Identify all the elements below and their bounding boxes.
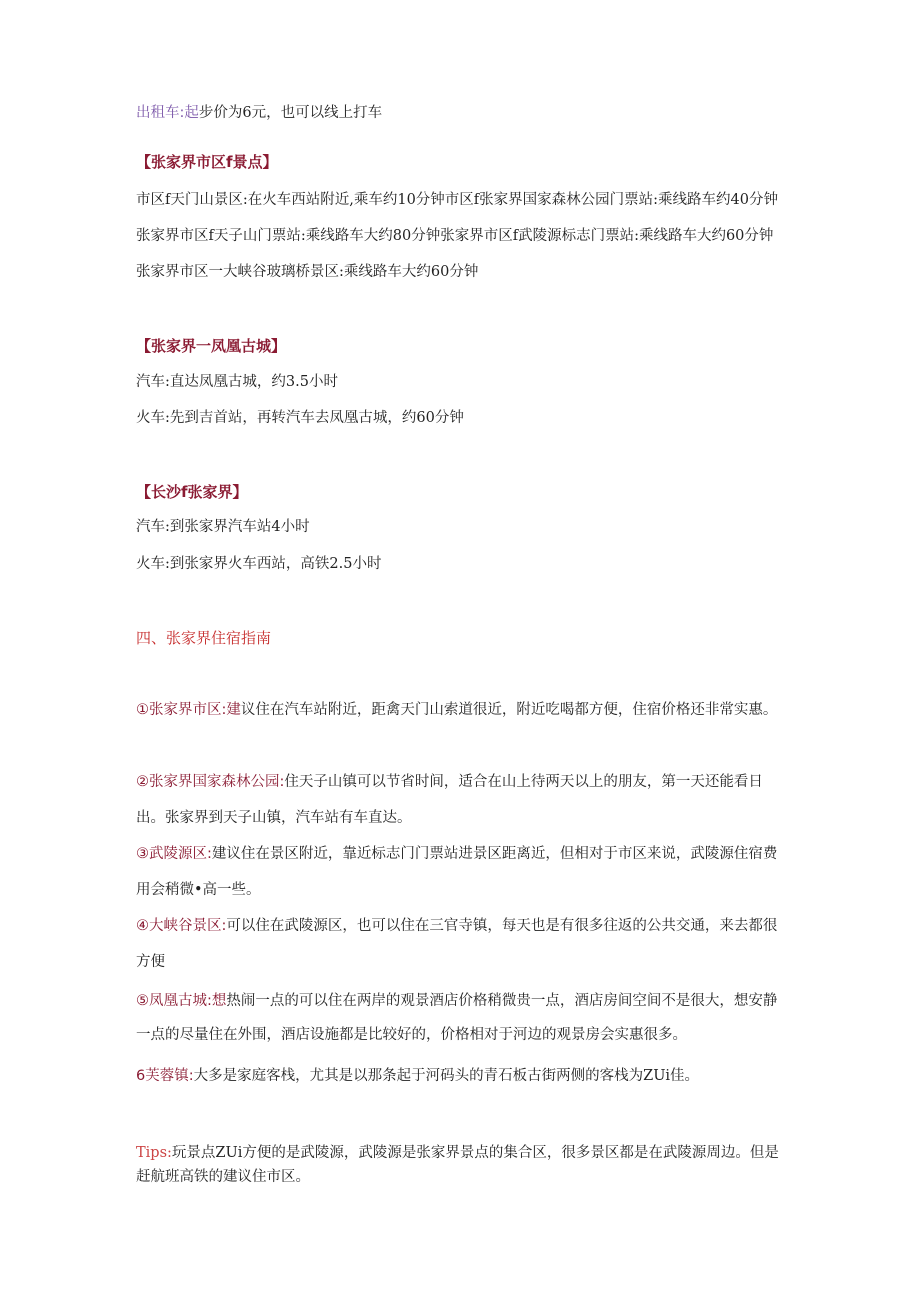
- accommodation-item-4: [136, 908, 786, 980]
- item-3-text: 建议住在景区附近，靠近标志门门票站进景区距离近，但相对于市区来说，武陵源住宿费用会稍微•高一些。: [136, 846, 778, 898]
- item-4-text: 可以住在武陵源区，也可以住在三官寺镇，每天也是有很多往返的公共交通，来去都很方便: [136, 918, 778, 970]
- accommodation-heading: 四、张家界住宿指南: [136, 629, 272, 647]
- item-2-text: 住天子山镇可以节省时间，适合在山上待两天以上的朋友，第一天还能看日出。张家界到天子山镇，汽车站有车直达。: [136, 774, 763, 826]
- accommodation-item-6: [136, 1058, 786, 1094]
- tips-paragraph: [136, 1141, 791, 1189]
- item-1-text: 议住在汽车站附近，距禽天门山索道很近，附近吃喝都方便，住宿价格还非常实惠。: [240, 702, 778, 718]
- item-3-label: ③武陵源区:: [136, 846, 212, 862]
- accommodation-item-2: [136, 764, 786, 836]
- item-2-label: ②张家界国家森林公园:: [136, 774, 285, 790]
- taxi-line: [136, 103, 382, 123]
- accommodation-item-5: [136, 984, 786, 1052]
- changsha-heading: 【长沙f张家界】: [136, 483, 248, 501]
- item-1-label: ①张家界市区:建: [136, 702, 241, 718]
- tips-text: 玩景点ZUi方便的是武陵源，武陵源是张家界景点的集合区，很多景区都是在武陵源周边。但是赶航班高铁的建议住市区。: [136, 1145, 779, 1185]
- changsha-bus: 汽车:到张家界汽车站4小时: [136, 519, 310, 535]
- taxi-label: 出租车:起: [136, 105, 199, 121]
- fenghuang-heading: 【张家界一凤凰古城】: [136, 337, 287, 355]
- accommodation-item-1: [136, 692, 786, 728]
- item-4-label: ④大峡谷景区:: [136, 918, 227, 934]
- city-heading: 【张家界市区f景点】: [136, 153, 278, 171]
- item-5-label: ⑤凤凰古城:想: [136, 993, 227, 1009]
- city-paragraph: 市区f天门山景区:在火车西站附近,乘车约10分钟市区f张家界国家森林公园门票站:乘线路车约40分钟张家界市区f天子山门票站:乘线路车大约80分钟张家界市区f武陵源标志门票站:乘线路车大约60分钟张家界市区一大峡谷玻璃桥景区:乘线路车大约60分钟: [136, 192, 779, 280]
- taxi-text: 步价为6元，也可以线上打车: [198, 105, 383, 121]
- tips-label: Tips:: [136, 1145, 172, 1161]
- accommodation-item-3: [136, 836, 786, 908]
- item-6-text: 大多是家庭客栈，尤其是以那条起于河码头的青石板古街两侧的客栈为ZUi佳。: [193, 1068, 700, 1084]
- fenghuang-train: 火车:先到吉首站，再转汽车去凤凰古城，约60分钟: [136, 410, 464, 426]
- fenghuang-bus: 汽车:直达凤凰古城，约3.5小时: [136, 374, 338, 390]
- changsha-train: 火车:到张家界火车西站，高铁2.5小时: [136, 556, 382, 572]
- item-5-text: 热闹一点的可以住在两岸的观景酒店价格稍微贵一点，酒店房间空间不是很大，想安静一点的尽量住在外围，酒店设施都是比较好的，价格相对于河边的观景房会实惠很多。: [136, 993, 778, 1043]
- item-6-label: 6芙蓉镇:: [136, 1068, 194, 1084]
